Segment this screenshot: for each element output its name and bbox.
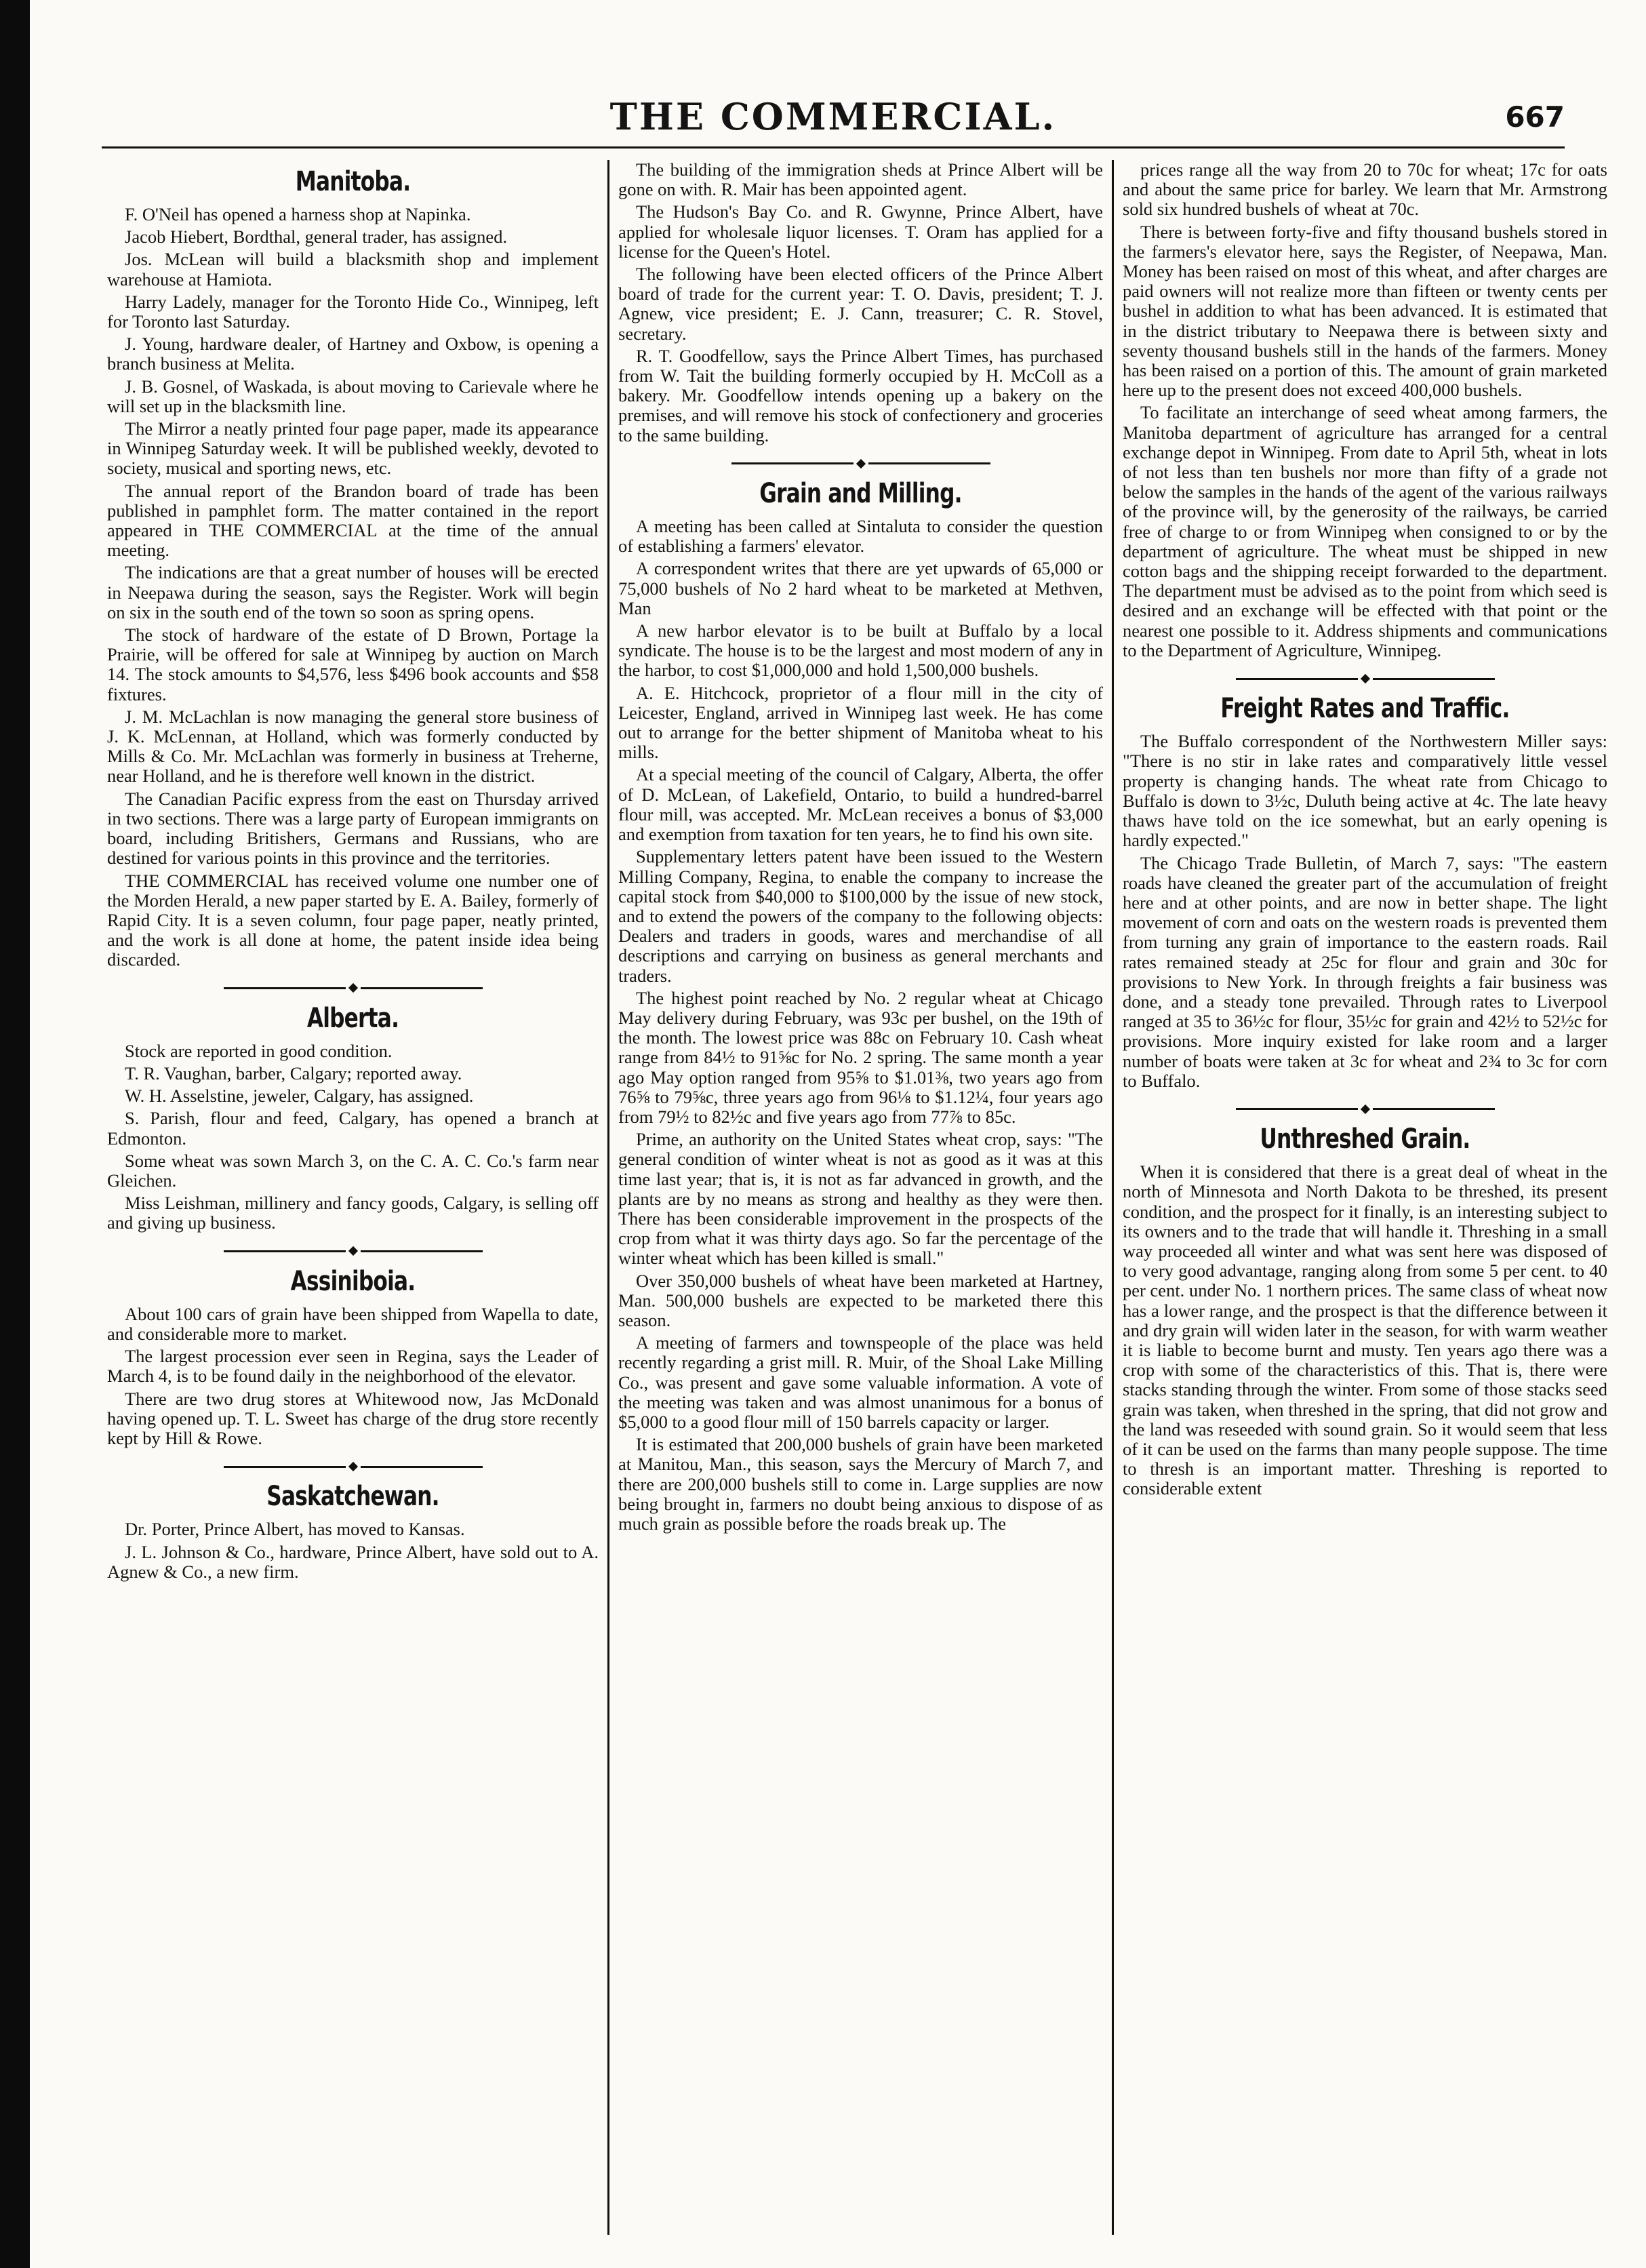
news-item: The highest point reached by No. 2 regular wheat at Chicago May delivery during February, was 93c per bushel, on the 19th of the month. The lowest price was 88c on February 10. Cash wheat range from 84½ to 91⅝c for No. 2 spring. The same month a year ago May option ranged from 95⅝ to $1.01⅜, two years ago from 76⅝ to 79⅝c, three years ago from 96⅛ to $1.12¼, four years ago from 79½ to 82½c and five years ago from 77⅞ to 85c. [618, 987, 1103, 1127]
news-item: There are two drug stores at Whitewood now, Jas McDonald having opened up. T. L. Sweet has charge of the drug store recently kept by Hill & Rowe. [107, 1388, 599, 1448]
news-item: To facilitate an interchange of seed wheat among farmers, the Manitoba department of agriculture has arranged for a central exchange depot in Winnipeg. From date to April 5th, wheat in lots of not less than ten bushels nor more than fifty of a grade not below the samples in the hands of the agent of the various railways of the province will, by the generosity of the railways, be carried free of charge to or from Winnipeg when consigned to or by the department of agriculture. The wheat must be shipped in new cotton bags and the shipping receipt forwarded to the department. The department must be advised as to the point from which seed is desired and an exchange will be effected with that point or the nearest one possible to it. Address shipments and communications to the Department of Agriculture, Winnipeg. [1123, 402, 1607, 660]
section-heading-grain-and-milling: Grain and Milling. [759, 478, 962, 510]
news-item: Over 350,000 bushels of wheat have been marketed at Hartney, Man. 500,000 bushels are expected to be marketed there this season. [618, 1270, 1103, 1330]
news-item: Stock are reported in good condition. [125, 1040, 393, 1061]
news-item: The Mirror a neatly printed four page paper, made its appearance in Winnipeg Saturday week. It will be published weekly, devoted to society, musical and sporting news, etc. [107, 418, 599, 479]
news-item: Prime, an authority on the United States wheat crop, says: "The general condition of winter wheat is not as good as it was at this time last year; that is, it is not as far advanced in growth, and the plants are by no means as strong and healthy as they were then. There has been considerable improvement in the prospects of the crop from what it was thirty days ago. So far the percentage of the winter wheat which has been killed is small." [618, 1129, 1103, 1269]
news-item: The largest procession ever seen in Regina, says the Leader of March 4, is to be found daily in the neighborhood of the elevator. [107, 1346, 599, 1387]
news-item: T. R. Vaughan, barber, Calgary; reported away. [125, 1062, 462, 1083]
page-header [102, 95, 1565, 142]
masthead: THE COMMERCIAL. [609, 95, 1057, 138]
section-separator [1123, 667, 1607, 687]
news-item: The Buffalo correspondent of the Northwestern Miller says: "There is no stir in lake rates and comparatively little vessel property is changing hands. The wheat rate from Chicago to Buffalo is down to 3½c, Duluth being active at 4c. The late heavy thaws have told on the ice somewhat, but an early opening is hardly expected." [1123, 731, 1607, 851]
news-item: Some wheat was sown March 3, on the C. A. C. Co.'s farm near Gleichen. [107, 1150, 599, 1191]
column-1 [107, 160, 599, 2242]
news-item: The following have been elected officers of the Prince Albert board of trade for the current year: T. O. Davis, president; T. J. Agnew, vice president; E. J. Cann, treasurer; C. R. Stovel, secretary. [618, 264, 1103, 344]
section-separator [107, 1240, 599, 1260]
news-item: A. E. Hitchcock, proprietor of a flour mill in the city of Leicester, England, arrived in Winnipeg last week. He has come out to arrange for the better shipment of Manitoba wheat to his mills. [618, 682, 1103, 763]
news-item: Jacob Hiebert, Bordthal, general trader, has assigned. [125, 226, 508, 247]
column-rule-2 [1112, 160, 1114, 2235]
section-heading-manitoba: Manitoba. [295, 166, 411, 197]
news-item: J. M. McLachlan is now managing the general store business of J. K. McLennan, at Holland, which was formerly conducted by Mills & Co. Mr. McLachlan was formerly in business at Treherne, near Holland, and he is therefore well known in the district. [107, 706, 599, 787]
news-item: The indications are that a great number of houses will be erected in Neepawa during the season, says the Register. Work will begin on six in the south end of the town so soon as spring opens. [107, 562, 599, 622]
news-item: It is estimated that 200,000 bushels of grain have been marketed at Manitou, Man., this season, says the Mercury of March 7, and there are 200,000 bushels still to come in. Large supplies are now being brought in, farmers no doubt being anxious to dispose of as much grain as possible before the roads break up. The [618, 1434, 1103, 1534]
news-item: R. T. Goodfellow, says the Prince Albert Times, has purchased from W. Tait the building formerly occupied by H. McColl as a bakery. Mr. Goodfellow intends opening up a bakery on the premises, and will remove his stock of confectionery and groceries to the same building. [618, 345, 1103, 445]
news-item: Dr. Porter, Prince Albert, has moved to Kansas. [125, 1519, 465, 1540]
news-item: Supplementary letters patent have been issued to the Western Milling Company, Regina, to enable the company to increase the capital stock from $40,000 to $100,000 by the issue of new stock, and to extend the powers of the company to the following objects: Dealers and traders in goods, wares and merchandise of all descriptions and carrying on business as general merchants and traders. [618, 846, 1103, 986]
news-item: The annual report of the Brandon board of trade has been published in pamphlet form. The matter contained in the report appeared in THE COMMERCIAL at the time of the annual meeting. [107, 480, 599, 561]
news-item: W. H. Asselstine, jeweler, Calgary, has assigned. [125, 1086, 474, 1107]
news-item: J. L. Johnson & Co., hardware, Prince Albert, have sold out to A. Agnew & Co., a new firm. [107, 1541, 599, 1582]
news-item: J. B. Gosnel, of Waskada, is about moving to Carievale where he will set up in the blacksmith line. [107, 376, 599, 416]
news-item: S. Parish, flour and feed, Calgary, has opened a branch at Edmonton. [107, 1108, 599, 1149]
column-2 [618, 160, 1103, 2242]
column-rule-1 [607, 160, 609, 2235]
section-heading-assiniboia: Assiniboia. [290, 1265, 416, 1297]
news-item: Jos. McLean will build a blacksmith shop and implement warehouse at Hamiota. [107, 249, 599, 290]
news-item: The Canadian Pacific express from the east on Thursday arrived in two sections. There was a large party of European immigrants on board, including Britishers, Germans and Russians, who are destined for various points in this province and the territories. [107, 788, 599, 869]
news-item: A correspondent writes that there are yet upwards of 65,000 or 75,000 bushels of No 2 hard wheat to be marketed at Methven, Man [618, 558, 1103, 618]
news-item: prices range all the way from 20 to 70c for wheat; 17c for oats and about the same price for barley. We learn that Mr. Armstrong sold six hundred bushels of wheat at 70c. [1123, 160, 1607, 220]
news-item: Miss Leishman, millinery and fancy goods, Calgary, is selling off and giving up business. [107, 1193, 599, 1233]
news-item: The building of the immigration sheds at Prince Albert will be gone on with. R. Mair has been appointed agent. [618, 160, 1103, 200]
page-number: 667 [1505, 100, 1565, 134]
news-item: A meeting of farmers and townspeople of the place was held recently regarding a grist mill. R. Muir, of the Shoal Lake Milling Co., was present and gave some valuable information. A vote of the meeting was taken and was almost unanimous for a bonus of $5,000 to a good flour mill of 150 barrels capacity or larger. [618, 1332, 1103, 1432]
section-separator [107, 1455, 599, 1475]
binding-edge [0, 0, 30, 2268]
news-item: When it is considered that there is a great deal of wheat in the north of Minnesota and North Dakota to be threshed, its present condition, and the prospect for it finally, is an interesting subject to its owners and to the trade that will handle it. Threshing in a small way proceeded all winter and what was sent here was disposed of to very good advantage, ranging along from some 5 per cent. to 40 per cent. under No. 1 northern prices. The same class of wheat now has a lower range, and the prospect is that the difference between it and dry grain will widen later in the season, for with warm weather it is liable to become burnt and musty. Ten years ago there was a crop with some of the characteristics of this. That is, there were stacks standing through the winter. From some of those stacks seed grain was taken, when threshed in the spring, that did not grow and the land was reseeded with sound grain. So it would seem that less of it can be used on the farms than many people suppose. The time to thresh is an important matter. Threshing is reported to considerable extent [1123, 1161, 1607, 1499]
news-item: The Hudson's Bay Co. and R. Gwynne, Prince Albert, have applied for wholesale liquor licenses. T. Oram has applied for a license for the Queen's Hotel. [618, 201, 1103, 262]
section-separator [618, 452, 1103, 472]
news-item: F. O'Neil has opened a harness shop at Napinka. [125, 204, 471, 224]
news-item: THE COMMERCIAL has received volume one number one of the Morden Herald, a new paper started by E. A. Bailey, formerly of Rapid City. It is a seven column, four page paper, neatly printed, and the work is all done at home, the patent inside idea being discarded. [107, 870, 599, 970]
news-item: At a special meeting of the council of Calgary, Alberta, the offer of D. McLean, of Lakefield, Ontario, to build a hundred-barrel flour mill, was accepted. Mr. McLean receives a bonus of $3,000 and exemption from taxation for ten years, he to find his own site. [618, 764, 1103, 845]
news-item: The stock of hardware of the estate of D Brown, Portage la Prairie, will be offered for sale at Winnipeg by auction on March 14. The stock amounts to $4,576, less $496 book accounts and $58 fixtures. [107, 624, 599, 704]
news-item: Harry Ladely, manager for the Toronto Hide Co., Winnipeg, left for Toronto last Saturday. [107, 291, 599, 332]
section-separator [107, 977, 599, 997]
section-heading-saskatchewan: Saskatchewan. [266, 1481, 439, 1513]
section-heading-freight-rates: Freight Rates and Traffic. [1220, 693, 1510, 725]
news-item: A meeting has been called at Sintaluta to consider the question of establishing a farmers' elevator. [618, 516, 1103, 557]
header-rule [102, 146, 1565, 148]
news-item: J. Young, hardware dealer, of Hartney and Oxbow, is opening a branch business at Melita. [107, 334, 599, 374]
news-item: There is between forty-five and fifty thousand bushels stored in the farmers's elevator here, says the Register, of Neepawa, Man. Money has been raised on most of this wheat, and after charges are paid owners will not realize more than fifteen or twenty cents per bushel in addition to what has been advanced. It is estimated that in the district tributary to Neepawa there is between sixty and seventy thousand bushels still in the hands of the farmers. Money has been raised on a portion of this. The amount of grain marketed here up to the present does not exceed 400,000 bushels. [1123, 221, 1607, 401]
section-heading-unthreshed-grain: Unthreshed Grain. [1260, 1123, 1470, 1155]
column-3 [1123, 160, 1607, 2242]
section-separator [1123, 1098, 1607, 1117]
section-heading-alberta: Alberta. [306, 1002, 399, 1034]
news-item: A new harbor elevator is to be built at Buffalo by a local syndicate. The house is to be the largest and most modern of any in the harbor, to cost $1,000,000 and hold 1,500,000 bushels. [618, 620, 1103, 681]
news-item: The Chicago Trade Bulletin, of March 7, says: "The eastern roads have cleaned the greater part of the accumulation of freight here and at other points, and are now in better shape. The light movement of corn and oats on the western roads is prevented them from turning any grain of importance to the eastern roads. Rail rates remained steady at 25c for flour and grain and 30c for provisions to New York. In through freights a fair business was done, and a steady tone prevailed. Through rates to Liverpool ranged at 35 to 36½c for flour, 35½c for grain and 42½ to 52½c for provisions. More inquiry existed for lake room and a larger number of boats were taken at 3c for wheat and 2¾ to 3c for corn to Buffalo. [1123, 852, 1607, 1091]
news-item: About 100 cars of grain have been shipped from Wapella to date, and considerable more to market. [107, 1303, 599, 1344]
